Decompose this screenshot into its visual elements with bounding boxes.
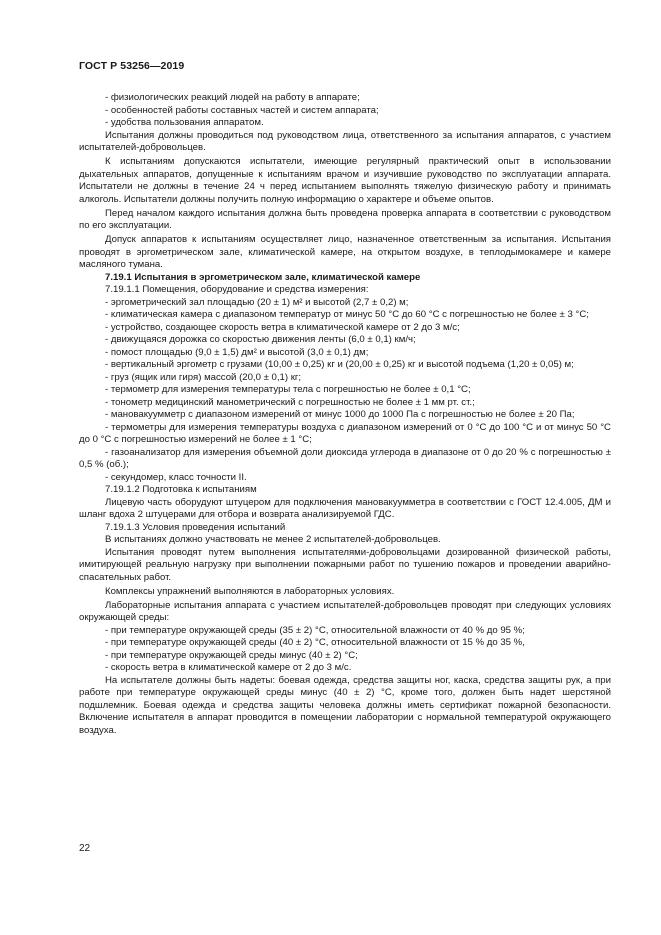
paragraph: На испытателе должны быть надеты: боевая одежда, средства защиты ног, каска, средства защиты рук, а при работе при температуре окружающей среды минус (40 ± 2) °С, кроме того, должен быть надет шерстяной подшлемник. Боевая одежда и средства защиты человека должны иметь сертификат пожарной безопасности. Включение испытателя в аппарат проводится в помещении лаборатории с нормальной температурой окружающего воздуха. — [79, 674, 611, 736]
list-item: - скорость ветра в климатической камере от 2 до 3 м/с. — [105, 662, 352, 673]
paragraph: Лицевую часть оборудуют штуцером для подключения мановакуумметра в соответствии с ГОСТ 12.4.005, ДМ и шланг вдоха 2 штуцерами для отбора и возврата анализируемой ГДС. — [79, 496, 611, 520]
list-item: - термометр для измерения температуры тела с погрешностью не более ± 0,1 °С; — [105, 384, 471, 395]
list-item: - при температуре окружающей среды (40 ± 2) °С, относительной влажности от 15 % до 35 %, — [105, 637, 525, 648]
paragraph: Допуск аппаратов к испытаниям осуществляет лицо, назначенное ответственным за испытания. Испытания проводят в эргометрическом зале, климатической камере, на открытом воздухе, в теплодымокамере и камере масляного тумана. — [79, 234, 611, 270]
paragraph: Испытания проводят путем выполнения испытателями-добровольцами дозированной физической работы, имитирующей реальную нагрузку при выполнении пожарными работ по тушению пожаров и проведении аварийно-спасательных работ. — [79, 546, 611, 583]
list-item: - движущаяся дорожка со скоростью движения ленты (6,0 ± 0,1) км/ч; — [105, 334, 416, 345]
list-item: - секундомер, класс точности II. — [105, 471, 247, 483]
document-header: ГОСТ Р 53256—2019 — [79, 60, 185, 72]
paragraph: К испытаниям допускаются испытатели, имеющие регулярный практический опыт в использовании дыхательных аппаратов, допущенные к испытаниям врачом и изучившие руководство по эксплуатации аппарата. Испытатели не должны в течение 24 ч перед испытанием выполнять тяжелую физическую работу и принимать алкоголь. Испытатели должны получить полную информацию о характере и объеме опытов. — [79, 156, 611, 205]
page-number: 22 — [79, 843, 91, 854]
list-item: - удобства пользования аппаратом. — [105, 117, 264, 128]
list-item: - особенностей работы составных частей и систем аппарата; — [105, 104, 379, 116]
section-heading: 7.19.1 Испытания в эргометрическом зале, климатической камере — [105, 271, 421, 283]
paragraph: Перед началом каждого испытания должна быть проведена проверка аппарата в соответствии с руководством по его эксплуатации. — [79, 207, 611, 231]
paragraph: Испытания должны проводиться под руководством лица, ответственного за испытания аппаратов, с участием испытателей-добровольцев. — [79, 129, 611, 153]
list-item: - вертикальный эргометр с грузами (10,00 ± 0,25) кг и (20,00 ± 0,25) кг и высотой подъема (1,20 ± 0,05) м; — [105, 359, 574, 370]
list-item: - устройство, создающее скорость ветра в климатической камере от 2 до 3 м/с; — [105, 321, 460, 333]
list-item: - физиологических реакций людей на работу в аппарате; — [105, 92, 360, 103]
paragraph: В испытаниях должно участвовать не менее 2 испытателей-добровольцев. — [105, 534, 441, 545]
list-item: - груз (ящик или гиря) массой (20,0 ± 0,1) кг; — [105, 371, 302, 383]
list-item: - помост площадью (9,0 ± 1,5) дм² и высотой (3,0 ± 0,1) дм; — [105, 346, 369, 358]
list-item: - термометры для измерения температуры воздуха с диапазоном измерений от 0 °С до 100 °С и от минус 50 °С до 0 °С с погрешностью измерений не более ± 1 °С; — [79, 421, 611, 445]
subsection-heading: 7.19.1.2 Подготовка к испытаниям — [105, 484, 257, 495]
subsection-heading: 7.19.1.3 Условия проведения испытаний — [105, 521, 286, 533]
subsection-heading: 7.19.1.1 Помещения, оборудование и средства измерения: — [105, 284, 369, 295]
list-item: - мановакуумметр с диапазоном измерений от минус 1000 до 1000 Па с погрешностью не более ± 20 Па; — [105, 409, 575, 420]
paragraph: Лабораторные испытания аппарата с участием испытателей-добровольцев проводят при следующих условиях окружающей среды: — [79, 599, 611, 623]
document-body — [79, 92, 611, 737]
list-item: - при температуре окружающей среды минус (40 ± 2) °С; — [105, 649, 358, 661]
paragraph: Комплексы упражнений выполняются в лабораторных условиях. — [105, 585, 395, 597]
list-item: - эргометрический зал площадью (20 ± 1) м² и высотой (2,7 ± 0,2) м; — [105, 296, 409, 308]
list-item: - климатическая камера с диапазоном температур от минус 50 °С до 60 °С с погрешностью не более ± 3 °С; — [105, 309, 589, 320]
list-item: - газоанализатор для измерения объемной доли диоксида углерода в диапазоне от 0 до 20 % с погрешностью ± 0,5 % (об.); — [79, 446, 611, 470]
list-item: - при температуре окружающей среды (35 ± 2) °С, относительной влажности от 40 % до 95 %; — [105, 624, 525, 636]
list-item: - тонометр медицинский манометрический с погрешностью не более ± 1 мм рт. ст.; — [105, 396, 475, 408]
